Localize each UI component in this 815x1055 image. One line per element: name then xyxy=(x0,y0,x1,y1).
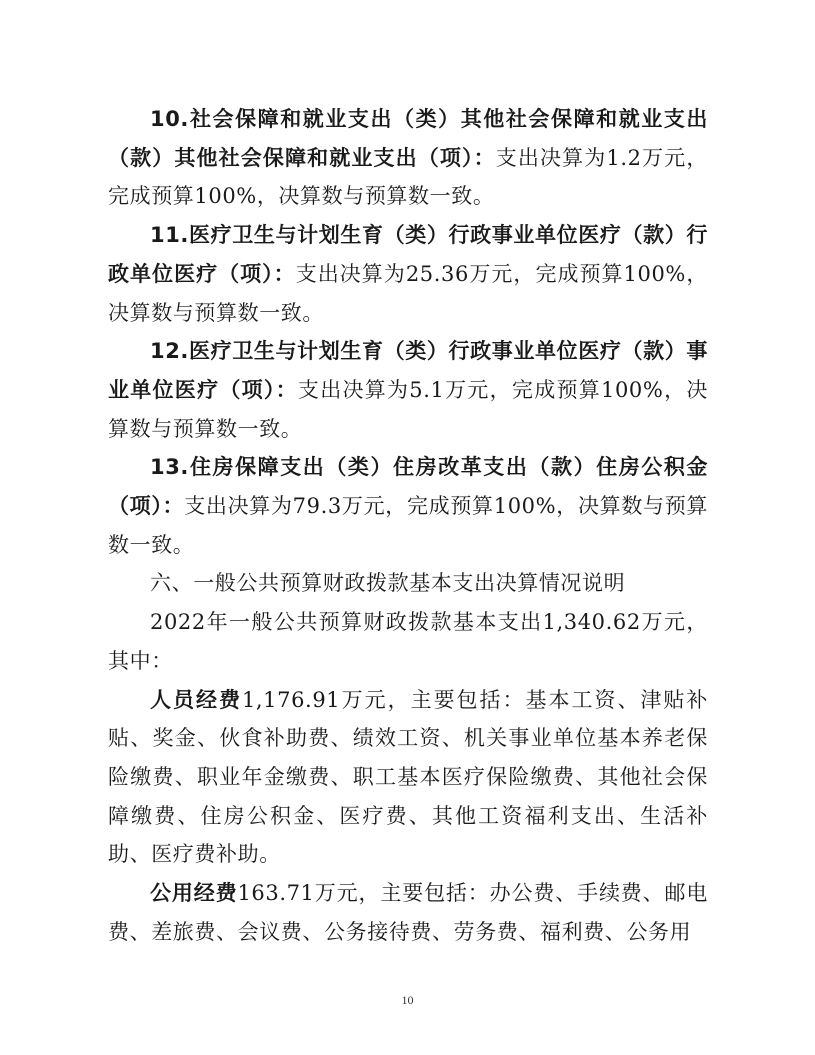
public-paragraph xyxy=(108,874,708,951)
item-13-heading: 13.住房保障支出（类）住房改革支出（款）住房公积金（项）： xyxy=(108,455,708,519)
personnel-paragraph xyxy=(108,681,708,875)
page-content xyxy=(108,100,708,951)
item-11-heading: 11.医疗卫生与计划生育（类）行政事业单位医疗（款）行政单位医疗（项）： xyxy=(108,223,708,286)
item-12-text: 支出决算为5.1万元，完成预算100%，决算数与预算数一致。 xyxy=(108,377,708,441)
personnel-text: 1,176.91万元，主要包括：基本工资、津贴补贴、奖金、伙食补助费、绩效工资、机关事业单位基本养老保险缴费、职业年金缴费、职工基本医疗保险缴费、其他社会保障缴费、住房公积金、医疗费、其他工资福利支出、生活补助、医疗费补助。 xyxy=(108,687,708,867)
section-title: 六、一般公共预算财政拨款基本支出决算情况说明 xyxy=(150,571,626,596)
section-intro: 2022年一般公共预算财政拨款基本支出1,340.62万元，其中： xyxy=(108,610,708,673)
page-number: 10 xyxy=(401,993,414,1007)
public-text: 163.71万元，主要包括：办公费、手续费、邮电费、差旅费、会议费、公务接待费、劳务费、福利费、公务用 xyxy=(108,881,708,944)
item-13-text: 支出决算为79.3万元，完成预算100%，决算数与预算数一致。 xyxy=(108,494,708,557)
item-11-text: 支出决算为25.36万元，完成预算100%，决算数与预算数一致。 xyxy=(108,261,708,325)
item-13-paragraph xyxy=(108,448,708,564)
personnel-label: 人员经费 xyxy=(150,687,242,712)
item-11-paragraph xyxy=(108,216,708,332)
item-12-paragraph xyxy=(108,332,708,448)
public-label: 公用经费 xyxy=(150,881,238,906)
item-10-heading: 10.社会保障和就业支出（类）其他社会保障和就业支出（款）其他社会保障和就业支出（项）： xyxy=(108,107,708,170)
item-12-heading: 12.医疗卫生与计划生育（类）行政事业单位医疗（款）事业单位医疗（项）： xyxy=(108,339,708,402)
item-10-paragraph xyxy=(108,100,708,216)
item-10-text: 支出决算为1.2万元，完成预算100%，决算数与预算数一致。 xyxy=(108,145,708,209)
